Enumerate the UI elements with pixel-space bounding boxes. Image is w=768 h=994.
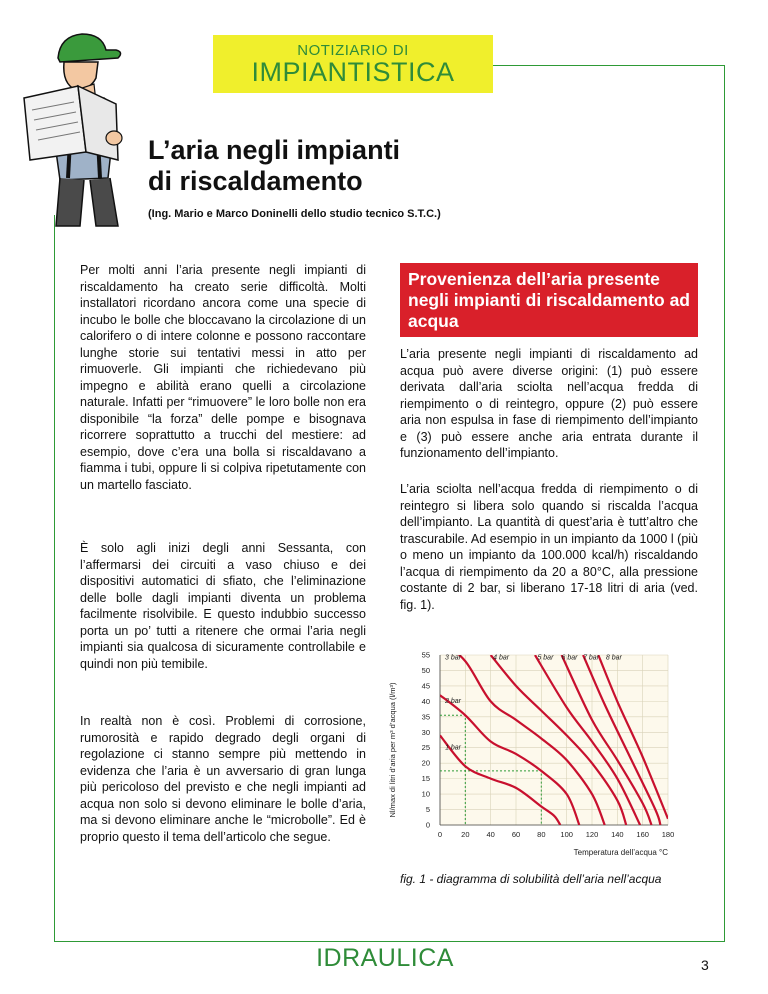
x-tick-label: 100 bbox=[560, 830, 573, 839]
series-label: 7 bar bbox=[583, 654, 600, 662]
article-title-line-1: L’aria negli impianti bbox=[148, 135, 401, 165]
x-tick-label: 0 bbox=[437, 830, 443, 839]
y-tick-label: 5 bbox=[425, 805, 430, 815]
y-tick-label: 10 bbox=[421, 789, 430, 799]
x-tick-label: 40 bbox=[486, 830, 495, 839]
x-tick-label: 160 bbox=[636, 830, 649, 839]
x-axis-title: Temperatura dell’acqua °C bbox=[573, 848, 668, 857]
left-paragraph-2: È solo agli inizi degli anni Sessanta, con l’affermarsi dei circuiti a vaso chiuso e dei dispositivi automatici di sfiato, che l’eliminazione delle bolle dagli impianti diventa un problema facilmente risolvibile. E questo indubbio successo porta un po’ tutti a ritenere che ormai l’aria negli impianti sia qualcosa di sicuramente controllabile e quindi non più temibile. bbox=[80, 541, 366, 671]
left-paragraph-1: Per molti anni l’aria presente negli impianti di riscaldamento ha creato serie difficoltà. Molti installatori ricordano ancora come una specie di incubo le bolle che bloccavano la circolazione di un calorifero o di intere colonne e possono raccontare lunghe storie sui tentativi messi in atto per rimuoverle. Gli impianti che richiedevano più impegno e abilità erano quelli a circolazione naturale. Infatti per “rimuovere” le loro bolle non era disponibile “la forza” delle pompe e bisognava ricorrere soprattutto a trucchi del mestiere: ad esempio, dove c’era una bolla si riscaldavano a fiamma i tubi, oppure li si colpiva ripetutamente con un martello fasciato. bbox=[80, 263, 366, 492]
masthead-kicker: NOTIZIARIO DI bbox=[297, 42, 409, 59]
y-tick-label: 35 bbox=[421, 712, 430, 722]
series-label: 8 bar bbox=[605, 654, 622, 662]
masthead-title: IMPIANTISTICA bbox=[251, 57, 455, 87]
x-tick-label: 180 bbox=[661, 830, 675, 839]
plot-background bbox=[440, 655, 668, 825]
figure-caption: fig. 1 - diagramma di solubilità dell’aria nell’acqua bbox=[400, 872, 662, 886]
series-label: 5 bar bbox=[537, 654, 554, 662]
x-tick-label: 60 bbox=[511, 830, 521, 839]
series-label: 1 bar bbox=[445, 744, 462, 752]
y-axis-title: Nl/max di litri d’aria per m³ d’acqua (l/m³) bbox=[388, 682, 397, 818]
y-tick-label: 15 bbox=[421, 774, 430, 784]
x-tick-label: 140 bbox=[611, 830, 624, 839]
y-tick-label: 55 bbox=[421, 650, 430, 660]
solubility-chart bbox=[385, 640, 695, 865]
frame-line-left bbox=[54, 215, 55, 941]
frame-line-bottom bbox=[54, 941, 725, 942]
right-paragraph-1: L’aria presente negli impianti di riscaldamento ad acqua può avere diverse origini: (1) può essere derivata dall’aria sciolta nell’acqua fredda di riempimento o di reintegro, oppure (2) può essere aria non espulsa in fase di riempimento dell’impianto e (3) può essere anche aria entrata durante il funzionamento dell’impianto. bbox=[400, 347, 698, 460]
article-title bbox=[148, 135, 400, 197]
masthead bbox=[213, 35, 493, 93]
y-tick-label: 40 bbox=[421, 696, 430, 706]
byline: (Ing. Mario e Marco Doninelli dello studio tecnico S.T.C.) bbox=[148, 208, 441, 220]
y-tick-label: 45 bbox=[421, 681, 430, 691]
y-tick-label: 50 bbox=[421, 665, 430, 675]
x-tick-label: 80 bbox=[537, 830, 546, 839]
section-heading: Provenienza dell’aria presente negli impianti di riscaldamento ad acqua bbox=[400, 263, 698, 337]
y-tick-label: 30 bbox=[421, 727, 430, 737]
footer-section: IDRAULICA bbox=[316, 944, 454, 972]
frame-line-right bbox=[724, 65, 725, 941]
left-paragraph-3: In realtà non è così. Problemi di corrosione, rumorosità e rapido degrado degli organi di regolazione ci stanno sempre più mettendo in evidenza che l’aria è un avversario di gran lunga più pericoloso del previsto e che negli impianti ad acqua non solo si devono eliminare le bolle d’aria, ma si devono eliminare anche le “microbolle”. Ed è proprio questo il tema dell’articolo che segue. bbox=[80, 714, 366, 844]
series-label: 2 bar bbox=[445, 697, 462, 705]
newspaper-reader-illustration bbox=[20, 28, 145, 228]
x-tick-label: 120 bbox=[585, 830, 599, 839]
y-tick-label: 25 bbox=[421, 743, 430, 753]
series-label: 3 bar bbox=[445, 654, 461, 662]
article-title-line-2: di riscaldamento bbox=[148, 166, 363, 196]
series-label: 4 bar bbox=[493, 654, 510, 662]
right-paragraph-2: L’aria sciolta nell’acqua fredda di riempimento o di reintegro si libera solo quando si riscalda l’acqua dell’impianto. La quantità di quest’aria è tutt’altro che trascurabile. Ad esempio in un impianto da 1000 l (più o meno un impianto da 100.000 kcal/h) riscaldando l’acqua di riempimento da 20 a 80°C, alla pressione costante di 2 bar, si liberano 17-18 litri di aria (ved. fig. 1). bbox=[400, 482, 698, 612]
x-tick-label: 20 bbox=[461, 830, 470, 839]
series-label: 6 bar bbox=[561, 654, 578, 662]
y-tick-label: 20 bbox=[421, 758, 430, 768]
y-tick-label: 0 bbox=[425, 820, 430, 830]
page-number: 3 bbox=[701, 957, 709, 973]
